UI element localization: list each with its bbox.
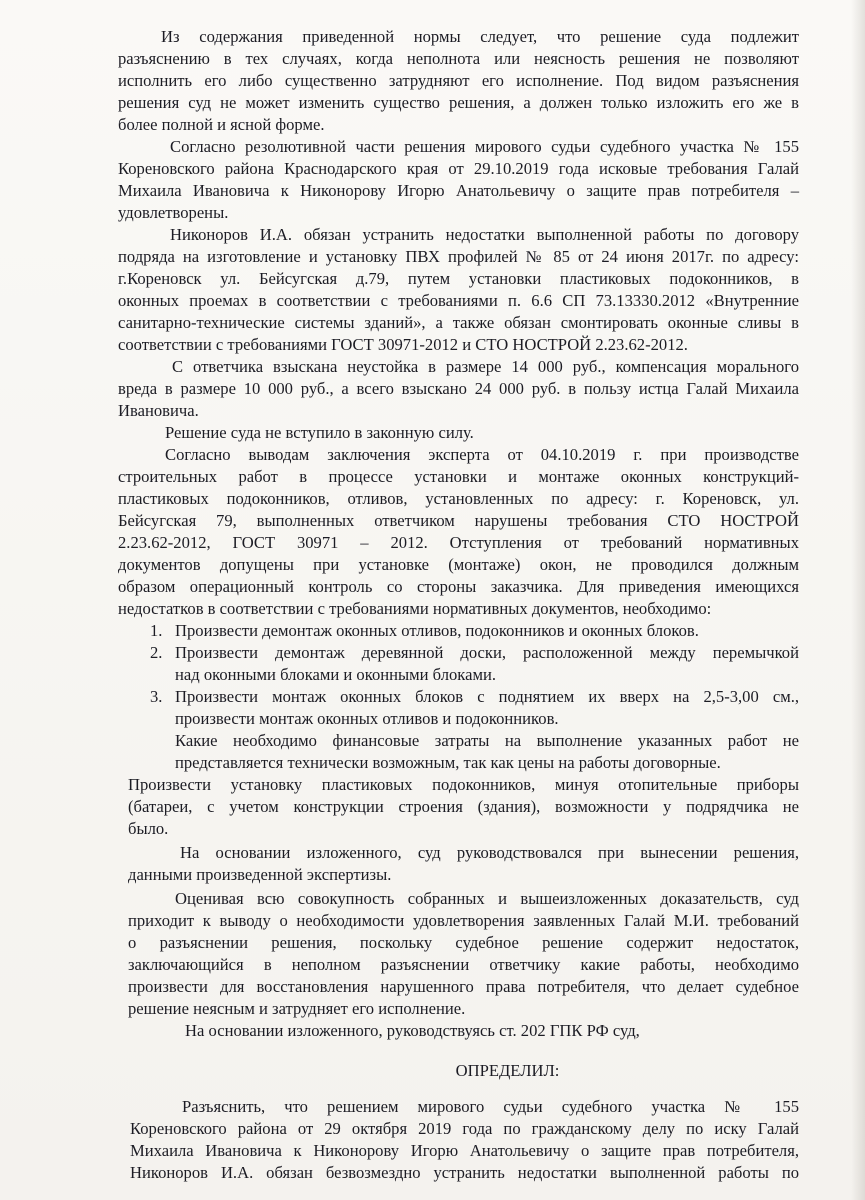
text-line: Михаила Ивановича к Никонорову Игорю Анатольевичу о защите прав потребителя – [118,181,799,200]
text-line: Никоноров И.А. обязан устранить недостатки выполненной работы по договору [170,225,799,244]
text-line: Михаила Ивановича к Никонорову Игорю Анатольевичу о защите прав потребителя, [130,1141,799,1160]
text-line: документов допущены при установке (монтаже) окон, не проводился должным [118,555,799,574]
text-line: (батареи, с учетом конструкции строения (здания), возможности у подрядчика не [128,797,799,816]
text-line: данными произведенной экспертизы. [128,865,392,884]
text-line: о разъяснении решения, поскольку судебное решение содержит недостаток, [128,933,799,952]
text-line: образом операционный контроль со стороны заказчика. Для приведения имеющихся [118,577,799,596]
text-line: произвести для восстановления нарушенного права потребителя, что делает судебное [128,977,799,996]
text-line: решение неясным и затрудняет его исполнение. [128,999,466,1018]
text-line: приходит к выводу о необходимости удовлетворения заявленных Галай М.И. требований [128,911,799,930]
list-item: Произвести монтаж оконных блоков с поднятием их вверх на 2,5-3,00 см., [175,687,799,706]
text-line: недостатков в соответствии с требованиями нормативных документов, необходимо: [118,599,712,618]
text-line: На основании изложенного, суд руководствовался при вынесении решения, [180,843,799,862]
text-line: Разъяснить, что решением мирового судьи судебного участка № 155 [182,1097,799,1116]
text-line: Согласно резолютивной части решения мирового судьи судебного участка № 155 [170,137,799,156]
text-line: Оценивая всю совокупность собранных и вышеизложенных доказательств, суд [175,889,799,908]
text-line: Решение суда не вступило в законную силу. [165,423,474,442]
text-line: исполнить его либо существенно затрудняют его исполнение. Под видом разъяснения [118,71,799,90]
text-line: было. [128,819,169,838]
text-line: Кореновского района от 29 октября 2019 года по гражданскому делу по иску Галай [130,1119,799,1138]
text-line: представляется технически возможным, так как цены на работы договорные. [175,753,721,772]
list-number: 2. [150,643,163,662]
list-item: Произвести демонтаж оконных отливов, подоконников и оконных блоков. [175,621,699,640]
text-line: Из содержания приведенной нормы следует, что решение суда подлежит [161,27,799,46]
list-item: произвести монтаж оконных отливов и подоконников. [175,709,559,728]
text-line: Ивановича. [118,401,199,420]
text-line: оконных проемах в соответствии с требованиями п. 6.6 СП 73.13330.2012 «Внутренние [118,291,799,310]
text-line: соответствии с требованиями ГОСТ 30971-2012 и СТО НОСТРОЙ 2.23.62-2012. [118,335,688,354]
text-line: разъяснению в тех случаях, когда неполнота или неясность решения не позволяют [118,49,799,68]
text-line: подряда на изготовление и установку ПВХ профилей № 85 от 24 июня 2017г. по адресу: [118,247,799,266]
text-line: удовлетворены. [118,203,229,222]
text-line: заключающийся в неполном разъяснении ответчику какие работы, необходимо [128,955,799,974]
text-line: На основании изложенного, руководствуясь ст. 202 ГПК РФ суд, [185,1021,640,1040]
text-line: Бейсугская 79, выполненных ответчиком нарушены требования СТО НОСТРОЙ [118,511,799,530]
text-line: вреда в размере 10 000 руб., а всего взыскано 24 000 руб. в пользу истца Галай Михаила [118,379,799,398]
text-line: решения суд не может изменить существо решения, а должен только изложить его же в [118,93,799,112]
list-item: Произвести демонтаж деревянной доски, расположенной между перемычкой [175,643,799,662]
list-item: над оконными блоками и оконными блоками. [175,665,496,684]
text-line: г.Кореновск ул. Бейсугская д.79, путем установки пластиковых подоконников, в [118,269,799,288]
text-line: 2.23.62-2012, ГОСТ 30971 – 2012. Отступления от требований нормативных [118,533,799,552]
text-line: строительных работ в процессе установки и монтаже оконных конструкций- [118,467,799,486]
text-line: Никоноров И.А. обязан безвозмездно устранить недостатки выполненной работы по [130,1163,799,1182]
text-line: санитарно-технические системы зданий», а также обязан смонтировать оконные сливы в [118,313,799,332]
text-line: пластиковых подоконников, отливов, установленных по адресу: г. Кореновск, ул. [118,489,799,508]
text-line: более полной и ясной форме. [118,115,325,134]
text-line: Кореновского района Краснодарского края от 29.10.2019 года исковые требования Галай [118,159,799,178]
text-line: Согласно выводам заключения эксперта от 04.10.2019 г. при производстве [165,445,799,464]
text-line: Какие необходимо финансовые затраты на выполнение указанных работ не [175,731,799,750]
text-line: С ответчика взыскана неустойка в размере 14 000 руб., компенсация морального [172,357,799,376]
list-number: 1. [150,621,163,640]
page-edge-shadow [851,0,865,1200]
list-number: 3. [150,687,163,706]
text-line: Произвести установку пластиковых подоконников, минуя отопительные приборы [128,775,799,794]
ruling-heading: ОПРЕДЕЛИЛ: [455,1061,560,1080]
